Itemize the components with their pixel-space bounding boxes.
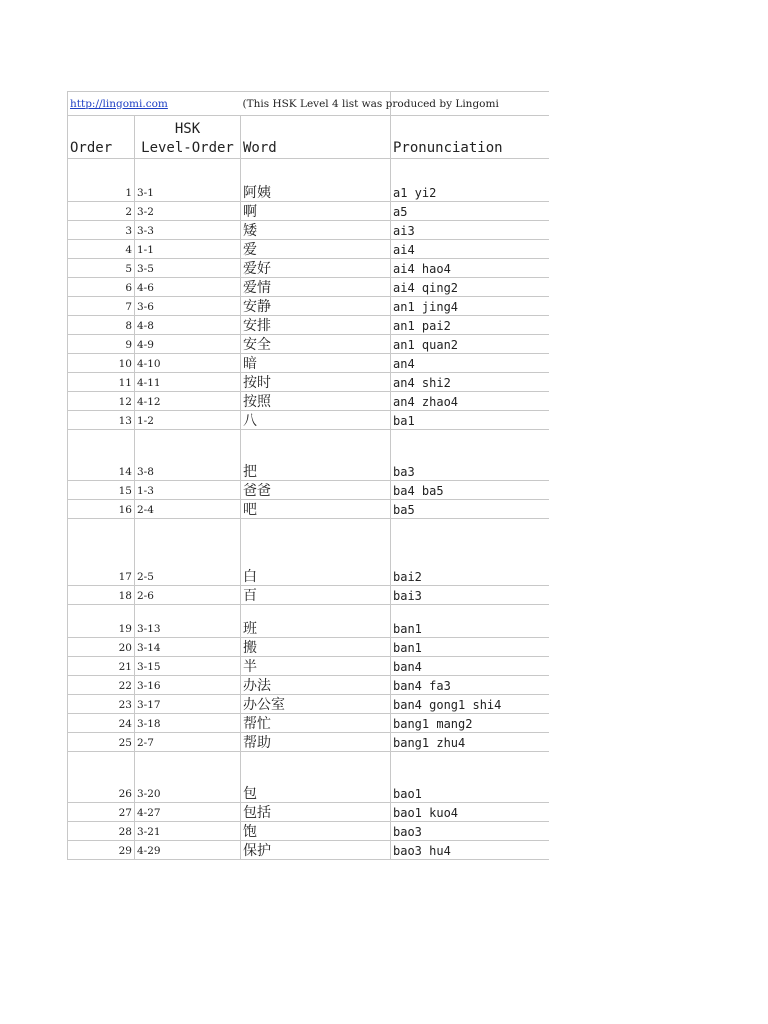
hsk-level-order-cell: 1-3 — [135, 481, 241, 500]
hsk-level-order-cell: 4-29 — [135, 841, 241, 860]
order-cell: 5 — [68, 259, 135, 278]
hsk-level-order-cell: 4-8 — [135, 316, 241, 335]
order-cell: 28 — [68, 822, 135, 841]
table-row — [68, 638, 550, 657]
word-cell: 暗 — [241, 354, 391, 373]
header-hsk-line2: Level-Order — [141, 140, 234, 156]
pronunciation-cell: ban1 — [391, 638, 550, 657]
hsk-level-order-cell: 3-14 — [135, 638, 241, 657]
order-cell: 2 — [68, 202, 135, 221]
table-row — [68, 297, 550, 316]
hsk-level-order-cell: 1-1 — [135, 240, 241, 259]
table-row — [68, 240, 550, 259]
order-cell: 8 — [68, 316, 135, 335]
order-cell: 19 — [68, 605, 135, 638]
hsk-level-order-cell: 3-18 — [135, 714, 241, 733]
table-row — [68, 202, 550, 221]
hsk-word-table — [67, 91, 549, 860]
hsk-level-order-cell: 3-17 — [135, 695, 241, 714]
hsk-level-order-cell: 4-12 — [135, 392, 241, 411]
word-cell: 爱好 — [241, 259, 391, 278]
order-cell: 20 — [68, 638, 135, 657]
header-pronunciation: Pronunciation — [391, 116, 550, 159]
table-row — [68, 586, 550, 605]
word-cell: 包 — [241, 752, 391, 803]
pronunciation-cell: ai4 qing2 — [391, 278, 550, 297]
hsk-level-order-cell: 4-10 — [135, 354, 241, 373]
order-cell: 15 — [68, 481, 135, 500]
pronunciation-cell: bao3 — [391, 822, 550, 841]
pronunciation-cell: ban4 — [391, 657, 550, 676]
hsk-level-order-cell: 4-9 — [135, 335, 241, 354]
word-cell: 啊 — [241, 202, 391, 221]
table-row — [68, 841, 550, 860]
hsk-level-order-cell: 3-5 — [135, 259, 241, 278]
table-row — [68, 752, 550, 803]
word-cell: 八 — [241, 411, 391, 430]
order-cell: 3 — [68, 221, 135, 240]
table-row — [68, 221, 550, 240]
table-row — [68, 411, 550, 430]
header-row — [68, 116, 550, 159]
pronunciation-cell: bao3 hu4 — [391, 841, 550, 860]
word-cell: 搬 — [241, 638, 391, 657]
order-cell: 18 — [68, 586, 135, 605]
table-row — [68, 430, 550, 481]
table-row — [68, 481, 550, 500]
pronunciation-cell: an4 — [391, 354, 550, 373]
hsk-level-order-cell: 3-1 — [135, 159, 241, 202]
hsk-level-order-cell: 2-5 — [135, 519, 241, 586]
table-row — [68, 278, 550, 297]
word-cell: 矮 — [241, 221, 391, 240]
order-cell: 22 — [68, 676, 135, 695]
lingomi-link[interactable]: http://lingomi.com — [68, 92, 241, 116]
table-row — [68, 354, 550, 373]
word-cell: 吧 — [241, 500, 391, 519]
hsk-level-order-cell: 2-7 — [135, 733, 241, 752]
word-cell: 饱 — [241, 822, 391, 841]
hsk-level-order-cell: 4-27 — [135, 803, 241, 822]
spreadsheet — [67, 91, 549, 860]
order-cell: 13 — [68, 411, 135, 430]
order-cell: 6 — [68, 278, 135, 297]
word-cell: 爸爸 — [241, 481, 391, 500]
header-word: Word — [241, 116, 391, 159]
header-hsk-line1: HSK — [174, 121, 201, 137]
table-row — [68, 159, 550, 202]
table-row — [68, 316, 550, 335]
table-row — [68, 500, 550, 519]
table-row — [68, 605, 550, 638]
hsk-level-order-cell: 3-8 — [135, 430, 241, 481]
hsk-level-order-cell: 3-2 — [135, 202, 241, 221]
hsk-level-order-cell: 3-15 — [135, 657, 241, 676]
pronunciation-cell: ba5 — [391, 500, 550, 519]
word-cell: 帮忙 — [241, 714, 391, 733]
word-cell: 百 — [241, 586, 391, 605]
hsk-level-order-cell: 3-16 — [135, 676, 241, 695]
table-row — [68, 803, 550, 822]
order-cell: 25 — [68, 733, 135, 752]
pronunciation-cell: bao1 — [391, 752, 550, 803]
word-cell: 爱 — [241, 240, 391, 259]
order-cell: 14 — [68, 430, 135, 481]
order-cell: 11 — [68, 373, 135, 392]
list-note: (This HSK Level 4 list was produced by Lingomi — [241, 92, 391, 116]
word-cell: 保护 — [241, 841, 391, 860]
pronunciation-cell: ai4 hao4 — [391, 259, 550, 278]
header-order: Order — [68, 116, 135, 159]
pronunciation-cell: bao1 kuo4 — [391, 803, 550, 822]
order-cell: 9 — [68, 335, 135, 354]
pronunciation-cell: a1 yi2 — [391, 159, 550, 202]
pronunciation-cell: ban1 — [391, 605, 550, 638]
word-cell: 阿姨 — [241, 159, 391, 202]
pronunciation-cell: a5 — [391, 202, 550, 221]
top-row — [68, 92, 550, 116]
order-cell: 26 — [68, 752, 135, 803]
word-cell: 安排 — [241, 316, 391, 335]
hsk-level-order-cell: 2-4 — [135, 500, 241, 519]
word-cell: 半 — [241, 657, 391, 676]
word-cell: 按照 — [241, 392, 391, 411]
pronunciation-cell: ban4 gong1 shi4 — [391, 695, 550, 714]
word-cell: 包括 — [241, 803, 391, 822]
hsk-level-order-cell: 3-6 — [135, 297, 241, 316]
order-cell: 21 — [68, 657, 135, 676]
order-cell: 24 — [68, 714, 135, 733]
order-cell: 17 — [68, 519, 135, 586]
order-cell: 1 — [68, 159, 135, 202]
hsk-level-order-cell: 3-20 — [135, 752, 241, 803]
pronunciation-cell: an1 jing4 — [391, 297, 550, 316]
table-row — [68, 335, 550, 354]
word-cell: 白 — [241, 519, 391, 586]
table-row — [68, 822, 550, 841]
pronunciation-cell: ban4 fa3 — [391, 676, 550, 695]
hsk-level-order-cell: 2-6 — [135, 586, 241, 605]
order-cell: 16 — [68, 500, 135, 519]
order-cell: 12 — [68, 392, 135, 411]
pronunciation-cell: ai3 — [391, 221, 550, 240]
table-row — [68, 695, 550, 714]
table-row — [68, 676, 550, 695]
pronunciation-cell: an4 zhao4 — [391, 392, 550, 411]
order-cell: 7 — [68, 297, 135, 316]
pronunciation-cell: ba4 ba5 — [391, 481, 550, 500]
pronunciation-cell: bang1 zhu4 — [391, 733, 550, 752]
word-cell: 爱情 — [241, 278, 391, 297]
pronunciation-cell: ba3 — [391, 430, 550, 481]
word-cell: 办公室 — [241, 695, 391, 714]
pronunciation-cell: bai2 — [391, 519, 550, 586]
order-cell: 23 — [68, 695, 135, 714]
hsk-level-order-cell: 1-2 — [135, 411, 241, 430]
table-row — [68, 733, 550, 752]
pronunciation-cell: an1 quan2 — [391, 335, 550, 354]
pronunciation-cell: an4 shi2 — [391, 373, 550, 392]
table-row — [68, 657, 550, 676]
pronunciation-cell: bai3 — [391, 586, 550, 605]
table-row — [68, 714, 550, 733]
word-cell: 安静 — [241, 297, 391, 316]
order-cell: 29 — [68, 841, 135, 860]
pronunciation-cell: ai4 — [391, 240, 550, 259]
table-row — [68, 392, 550, 411]
hsk-level-order-cell: 3-3 — [135, 221, 241, 240]
word-cell: 办法 — [241, 676, 391, 695]
table-row — [68, 519, 550, 586]
word-cell: 班 — [241, 605, 391, 638]
table-row — [68, 259, 550, 278]
hsk-level-order-cell: 4-6 — [135, 278, 241, 297]
word-cell: 把 — [241, 430, 391, 481]
header-hsk-level-order — [135, 116, 241, 159]
order-cell: 10 — [68, 354, 135, 373]
table-row — [68, 373, 550, 392]
order-cell: 4 — [68, 240, 135, 259]
pronunciation-cell: bang1 mang2 — [391, 714, 550, 733]
pronunciation-cell: ba1 — [391, 411, 550, 430]
hsk-level-order-cell: 3-13 — [135, 605, 241, 638]
hsk-level-order-cell: 3-21 — [135, 822, 241, 841]
order-cell: 27 — [68, 803, 135, 822]
hsk-level-order-cell: 4-11 — [135, 373, 241, 392]
word-cell: 按时 — [241, 373, 391, 392]
pronunciation-cell: an1 pai2 — [391, 316, 550, 335]
word-cell: 安全 — [241, 335, 391, 354]
word-cell: 帮助 — [241, 733, 391, 752]
